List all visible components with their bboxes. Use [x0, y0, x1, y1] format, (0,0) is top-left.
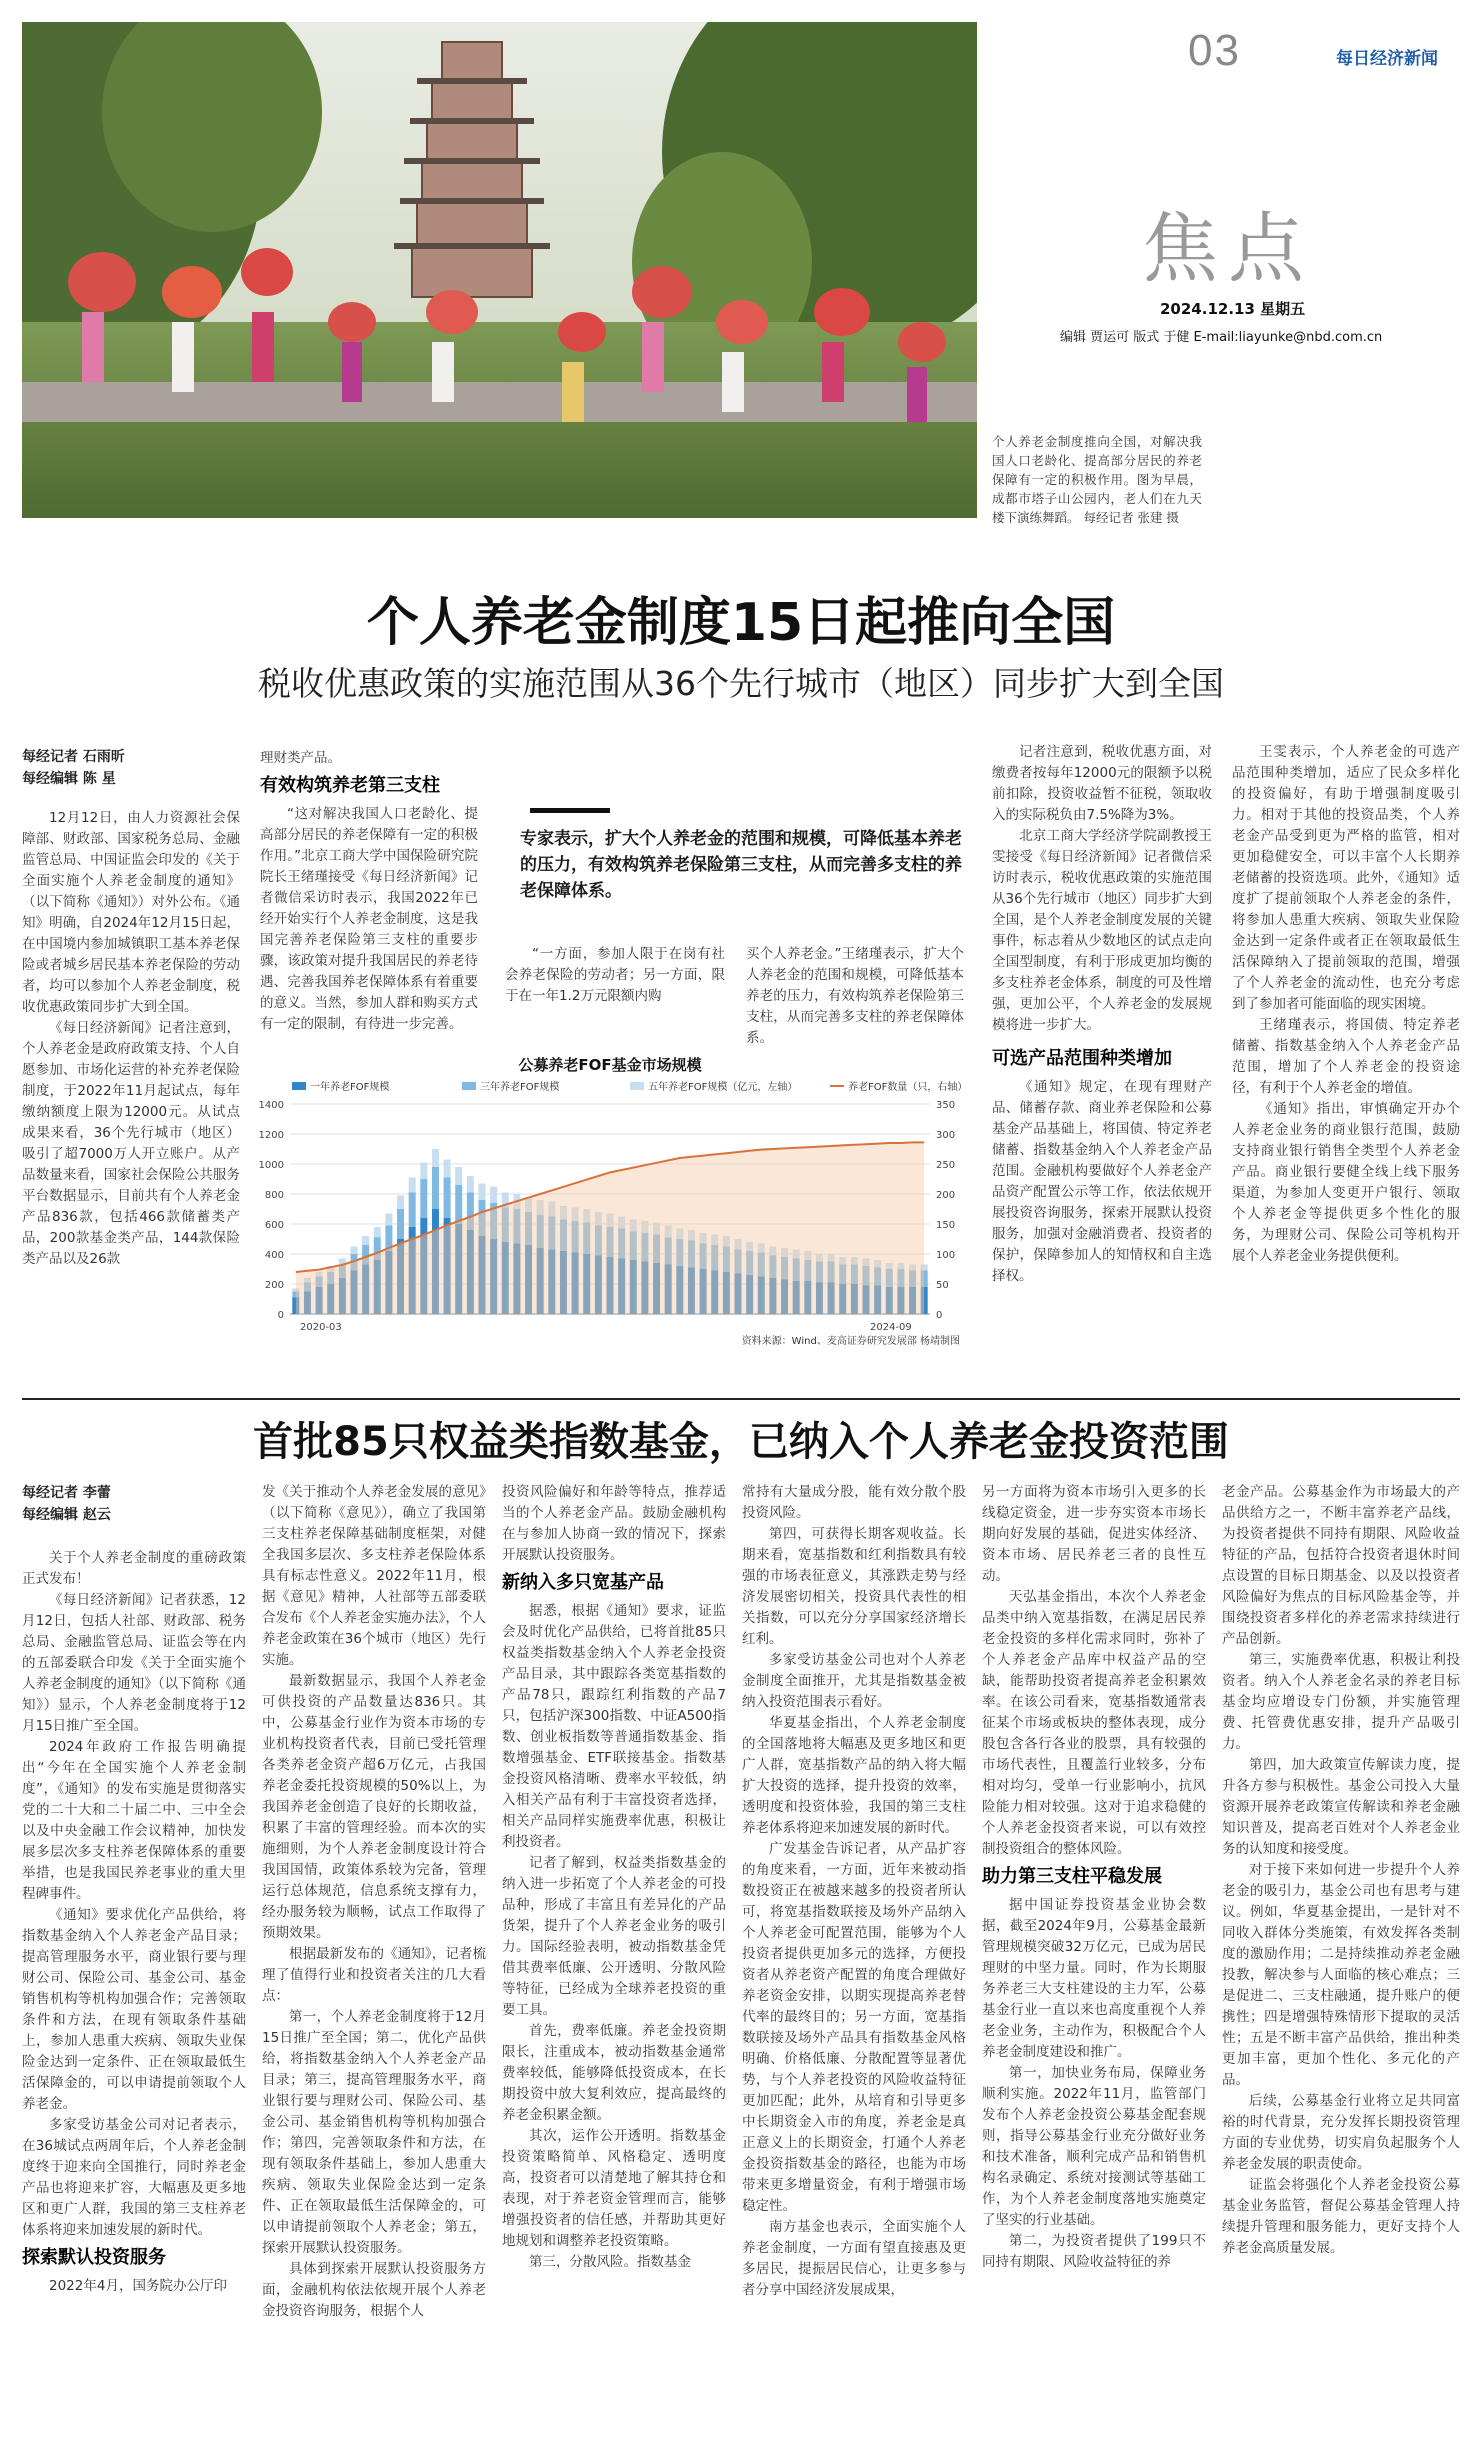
paragraph: 记者注意到，税收优惠方面，对缴费者按每年12000元的限额予以税前扣除，投资收益暂不征税，领取收入的实际税负由7.5%降为3%。: [992, 744, 1212, 823]
paragraph: 理财类产品。: [260, 750, 341, 766]
y-tick-left: 600: [264, 1220, 284, 1231]
y-tick-left: 400: [264, 1250, 284, 1261]
paragraph: 另一方面将为资本市场引入更多的长线稳定资金，进一步夯实资本市场长期向好发展的基础，促进实体经济、资本市场、居民养老三者的良性互动。: [982, 1484, 1206, 1584]
y-tick-right: 250: [936, 1160, 956, 1171]
y-tick-right: 200: [936, 1190, 956, 1201]
bar-segment: [490, 1187, 497, 1204]
bar-segment: [455, 1185, 462, 1224]
pagoda-dancers-image: [22, 22, 977, 518]
paragraph: 第一，个人养老金制度将于12月15日推广至全国；第二，优化产品供给，将指数基金纳入个人养老金产品目录；第三，提高管理服务水平，商业银行要与理财公司、保险公司、基金公司、基金销售机构等机构加强合作；第四，完善领取条件和方法，在现有领取条件基础上，参加人患重大疾病、领取失业保险金达到一定条件、正在领取最低生活保障金的，可以申请提前领取个人养老金；第五，探索开展默认投资服务。: [262, 2009, 486, 2256]
legend-label: 三年养老FOF规模: [480, 1082, 560, 1093]
editor-name: 每经编辑 赵云: [22, 1507, 111, 1523]
x-tick: 2024-09: [870, 1322, 912, 1333]
story1-byline: [22, 746, 125, 790]
story1-headline: 个人养老金制度15日起推向全国: [366, 593, 1116, 653]
editor-name: 每经编辑 陈 星: [22, 771, 116, 787]
bar-segment: [432, 1149, 439, 1167]
bar-segment: [444, 1178, 451, 1219]
paragraph: 王绪瑾表示，将国债、特定养老储蓄、指数基金纳入个人养老金产品范围，增加了个人养老金的投资途径，有利于个人养老金的增值。: [1232, 1017, 1460, 1096]
paragraph: 买个人养老金。”王绪瑾表示，扩大个人养老金的范围和规模，可降低基本养老的压力，有效构筑养老保险第三支柱，从而完善多支柱的养老保障体系。: [746, 946, 964, 1046]
paragraph: 2022年4月，国务院办公厅印: [49, 2278, 227, 2294]
quote-marker: [530, 808, 610, 813]
chart-title: 公募养老FOF基金市场规模: [518, 1056, 702, 1074]
y-tick-right: 0: [936, 1310, 943, 1321]
paragraph: 《通知》规定，在现有理财产品、储蓄存款、商业养老保险和公募基金产品基础上，将国债、特定养老储蓄、指数基金纳入个人养老金产品范围。金融机构要做好个人养老金产品资产配置公示等工作，依法依规开展投资咨询服务，探索开展默认投资服务，加强对金融消费者、投资者的保护，保障参加人的知情权和自主选择权。: [992, 1079, 1212, 1284]
paragraph: 首先，费率低廉。养老金投资期限长，注重成本，被动指数基金通常费率较低，能够降低投资成本，在长期投资中放大复利效应，提高最终的养老金积累金额。: [502, 2023, 726, 2123]
paragraph: 根据最新发布的《通知》，记者梳理了值得行业和投资者关注的几大看点：: [262, 1946, 486, 2004]
story1-column-3: [505, 944, 725, 1049]
paragraph: 发《关于推动个人养老金发展的意见》（以下简称《意见》），确立了我国第三支柱养老保障基础制度框架，对健全我国多层次、多支柱养老保险体系具有标志性意义。2022年11月，根据《意见》精神，人社部等五部委联合发布《个人养老金实施办法》，个人养老金政策在36个城市（地区）先行实施。: [262, 1484, 486, 1668]
bar-segment: [409, 1178, 416, 1193]
paragraph: 第三，实施费率优惠，积极让利投资者。纳入个人养老金名录的养老目标基金均应增设专门份额，并实施管理费、托管费优惠安排，提升产品吸引力。: [1222, 1652, 1460, 1752]
paragraph: 《通知》指出，审慎确定开办个人养老金业务的商业银行范围，鼓励支持商业银行销售全类型个人养老金产品。商业银行要健全线上线下服务渠道，为参加人变更开户银行、领取个人养老金等提供更多个性化的服务，为理财公司、保险公司等机构开展个人养老金业务提供便利。: [1232, 1101, 1460, 1264]
paragraph: 《通知》要求优化产品供给，将指数基金纳入个人养老金产品目录；提高管理服务水平，商业银行要与理财公司、保险公司、基金公司、基金销售机构等机构加强合作；完善领取条件和方法，在现有领取条件基础上，参加人患重大疾病、领取失业保险金达到一定条件、正在领取最低生活保障金的，可以申请提前领取个人养老金。: [22, 1907, 246, 2112]
story2-column-6: [1222, 1482, 1460, 2428]
paragraph: 据悉，根据《通知》要求，证监会及时优化产品供给，已将首批85只权益类指数基金纳入个人养老金投资产品目录，其中跟踪各类宽基指数的产品78只，跟踪红利指数的产品7只，包括沪深300指数、中证A500指数、创业板指数等普通指数基金、指数增强基金、ETF联接基金。指数基金投资风格清晰、费率水平较低，纳入相关产品有利于丰富投资者选择，相关产品同样实施费率优惠，积极让利投资者。: [502, 1603, 726, 1850]
paragraph: 证监会将强化个人养老金投资公募基金业务监管，督促公募基金管理人持续提升管理和服务能力，更好支持个人养老金高质量发展。: [1222, 2177, 1460, 2256]
story2-column-3: [502, 1482, 726, 2428]
legend-swatch: [630, 1082, 644, 1090]
paragraph: 常持有大量成分股，能有效分散个股投资风险。: [742, 1484, 966, 1521]
story1-subheadline: 税收优惠政策的实施范围从36个先行城市（地区）同步扩大到全国: [258, 664, 1224, 703]
hero-photo: [22, 22, 977, 518]
bar-segment: [397, 1209, 404, 1239]
subheading: 可选产品范围种类增加: [992, 1048, 1172, 1069]
subheading: 新纳入多只宽基产品: [502, 1572, 664, 1593]
paragraph: 对于接下来如何进一步提升个人养老金的吸引力，基金公司也有思考与建议。例如，华夏基金提出，一是针对不同收入群体分类施策，有效发挥各类制度的激励作用；二是持续推动养老金融投教，解决参与人面临的核心难点；三是促进二、三支柱融通，提升账户的便携性；四是增强特殊情形下提取的灵活性；五是不断丰富产品供给，推出种类更加丰富，更加个性化、多元化的产品。: [1222, 1862, 1460, 2088]
paragraph: 北京工商大学经济学院副教授王雯接受《每日经济新闻》记者微信采访时表示，税收优惠政策的实施范围从36个先行城市（地区）同步扩大到全国，是个人养老金制度发展的关键事件，标志着从少数地区的试点走向全国型制度，有利于形成更加均衡的多支柱养老金体系，制度的可及性增强，更加公平，个人养老金的发展规模将进一步扩大。: [992, 828, 1212, 1033]
paragraph: 记者了解到，权益类指数基金的纳入进一步拓宽了个人养老金的可投品种，形成了丰富且有差异化的产品货架，提升了个人养老金业务的吸引力。国际经验表明，被动指数基金凭借其费率低廉、公开透明、分散风险等特征，已经成为全球养老投资的重要工具。: [502, 1855, 726, 2018]
photo-caption: 个人养老金制度推向全国，对解决我国人口老龄化、提高部分居民的养老保障有一定的积极作用。图为早晨，成都市塔子山公园内，老人们在九天楼下演练舞蹈。 每经记者 张建 摄: [992, 434, 1202, 525]
paragraph: 具体到探索开展默认投资服务方面，金融机构依法依规开展个人养老金投资咨询服务，根据个人: [262, 2261, 486, 2319]
y-tick-right: 300: [936, 1130, 956, 1141]
story1-column-2: [260, 748, 478, 1048]
subheading: 助力第三支柱平稳发展: [982, 1866, 1162, 1887]
section-title: 焦点: [1142, 204, 1314, 293]
y-tick-right: 100: [936, 1250, 956, 1261]
paragraph: 第四，加大政策宣传解读力度，提升各方参与积极性。基金公司投入大量资源开展养老政策宣传解读和养老金融知识普及，提高老百姓对个人养老金业务的认知度和接受度。: [1222, 1757, 1460, 1857]
reporter-name: 每经记者 石雨昕: [22, 749, 125, 765]
story2-headline: 首批85只权益类指数基金，已纳入个人养老金投资范围: [253, 1419, 1229, 1465]
paragraph: 12月12日，由人力资源社会保障部、财政部、国家税务总局、金融监管总局、中国证监会印发的《关于全面实施个人养老金制度的通知》（以下简称《通知》）对外公布。《通知》明确，自2024年12月15日起，在中国境内参加城镇职工基本养老保险或者城乡居民基本养老保险的劳动者，均可以参加个人养老金制度，税收优惠政策同步扩大到全国。: [22, 810, 240, 1015]
y-tick-left: 1000: [258, 1160, 284, 1171]
issue-date: 2024.12.13 星期五: [1160, 300, 1306, 318]
bar-segment: [374, 1227, 381, 1238]
paragraph: 《每日经济新闻》记者获悉，12月12日，包括人社部、财政部、税务总局、金融监管总局、证监会等在内的五部委联合印发《关于全面实施个人养老金制度的通知》（以下简称《通知》）显示，个人养老金制度将于12月15日推广至全国。: [22, 1592, 246, 1734]
story2-column-4: [742, 1482, 966, 2428]
paragraph: 第一，加快业务布局，保障业务顺利实施。2022年11月，监管部门发布个人养老金投资公募基金配套规则，指导公募基金行业充分做好业务和技术准备，顺利完成产品和销售机构名录确定、系统对接测试等基础工作，为个人养老金制度落地实施奠定了坚实的行业基础。: [982, 2065, 1206, 2228]
chart-source: 资料来源：Wind、麦高证券研究发展部 杨靖制图: [741, 1336, 960, 1347]
paragraph: 最新数据显示，我国个人养老金可供投资的产品数量达836只。其中，公募基金行业作为资本市场的专业机构投资者代表，目前已受托管理各类养老金资产超6万亿元，占我国养老金委托投资规模的50%以上，为我国养老金创造了良好的长期收益，积累了丰富的管理经验。而本次的实施细则，为个人养老金制度设计符合我国国情，政策体系较为完备，管理运行总体规范，信息系统支撑有力，经办服务较为顺畅，试点工作取得了预期效果。: [262, 1673, 486, 1941]
paragraph: 关于个人养老金制度的重磅政策正式发布！: [22, 1550, 246, 1587]
reporter-name: 每经记者 李蕾: [22, 1485, 111, 1501]
fof-chart: [240, 1052, 980, 1347]
y-tick-right: 150: [936, 1220, 956, 1231]
paragraph: 其次，运作公开透明。指数基金投资策略简单、风格稳定、透明度高，投资者可以清楚地了解其持仓和表现，对于养老资金管理而言，能够增强投资者的信任感，并帮助其更好地规划和调整养老投资策略。: [502, 2128, 726, 2249]
y-tick-left: 1200: [258, 1130, 284, 1141]
story2-column-1: [22, 1548, 246, 2428]
paragraph: 《每日经济新闻》记者注意到，个人养老金是政府政策支持、个人自愿参加、市场化运营的补充养老保险制度，于2022年11月起试点，每年缴纳额度上限为12000元。从试点成果来看，36个先行城市（地区）吸引了超7000万人开立账户。从产品数量来看，国家社会保险公共服务平台数据显示，目前共有个人养老金产品836款，包括466款储蓄类产品，200款基金类产品，144款保险类产品以及26款: [22, 1020, 240, 1267]
story1-column-4: [746, 944, 964, 1049]
pull-quote: 专家表示，扩大个人养老金的范围和规模，可降低基本养老的压力，有效构筑养老保险第三支柱，从而完善多支柱的养老保障体系。: [520, 829, 962, 901]
paragraph: 第三，分散风险。指数基金: [529, 2254, 691, 2270]
bar-segment: [455, 1167, 462, 1185]
fof-chart-svg: [240, 1052, 980, 1347]
bar-segment: [479, 1184, 486, 1201]
paragraph: 多家受访基金公司对记者表示，在36城试点两周年后，个人养老金制度终于迎来向全国推行，同时养老金产品也将迎来扩容，大幅惠及更多地区和更广人群，我国的第三支柱养老体系将迎来加速发展的新时代。: [22, 2117, 246, 2238]
paragraph: 华夏基金指出，个人养老金制度的全国落地将大幅惠及更多地区和更广人群，宽基指数产品的纳入将大幅扩大投资的选择，提升投资的效率，透明度和投资体验，我国的第三支柱养老体系将迎来加速发展的新时代。: [742, 1715, 966, 1836]
story2-column-2: [262, 1482, 486, 2428]
legend-swatch: [292, 1082, 306, 1090]
y-tick-left: 200: [264, 1280, 284, 1291]
paragraph: 南方基金也表示，全面实施个人养老金制度，一方面有望直接惠及更多居民，提振居民信心，让更多参与者分享中国经济发展成果，: [742, 2219, 966, 2298]
paragraph: 投资风险偏好和年龄等特点，推荐适当的个人养老金产品。鼓励金融机构在与参加人协商一致的情况下，探索开展默认投资服务。: [502, 1484, 726, 1563]
bar-segment: [432, 1167, 439, 1209]
paragraph: 后续，公募基金行业将立足共同富裕的时代背景，充分发挥长期投资管理方面的专业优势，切实肩负起服务个人养老金发展的职责使命。: [1222, 2093, 1460, 2172]
x-tick: 2020-03: [300, 1322, 342, 1333]
editor-credits: 编辑 贾运可 版式 于健 E-mail:liayunke@nbd.com.cn: [1060, 330, 1383, 345]
section-divider: [22, 1398, 1460, 1400]
paragraph: 多家受访基金公司也对个人养老金制度全面推开，尤其是指数基金被纳入投资范围表示看好。: [742, 1652, 966, 1710]
legend-label: 一年养老FOF规模: [310, 1082, 390, 1093]
y-tick-left: 800: [264, 1190, 284, 1201]
story1-column-1: [22, 808, 240, 1383]
bar-segment: [467, 1176, 474, 1193]
paper-name: 每日经济新闻: [1336, 49, 1438, 69]
paragraph: 老金产品。公募基金作为市场最大的产品供给方之一，不断丰富养老产品线，为投资者提供不同持有期限、风险收益特征的产品，包括符合投资者退休时间点设置的目标日期基金、以及以投资者风险偏好为焦点的目标风险基金等，并围绕投资者多样化的养老需求持续进行产品创新。: [1222, 1484, 1460, 1647]
y-tick-right: 50: [936, 1280, 949, 1291]
bar-segment: [409, 1193, 416, 1228]
paragraph: 2024年政府工作报告明确提出“今年在全国实施个人养老金制度”，《通知》的发布实施是贯彻落实党的二十大和二十届二中、三中全会以及中央金融工作会议精神，加快发展多层次多支柱养老保障体系的重要举措，也是我国民养老事业的重大里程碑事件。: [22, 1739, 246, 1902]
paragraph: 广发基金告诉记者，从产品扩容的角度来看，一方面，近年来被动指数投资正在被越来越多的投资者所认可，将宽基指数联接及场外产品纳入个人养老金可配置范围，能够为个人投资者提供更加多元的选择，方便投资者从养老资产配置的角度合理做好养老资金安排，以期实现提高养老替代率的最终目的；另一方面，宽基指数联接及场外产品具有指数基金风格明确、价格低廉、分散配置等显著优势，与个人养老投资的风险收益特征更加匹配；此外，从培育和引导更多中长期资金入市的角度，养老金是真正意义上的长期资金，打通个人养老金投资指数基金的路径，也能为市场带来更多增量资金，有利于增强市场稳定性。: [742, 1841, 966, 2214]
paragraph: 天弘基金指出，本次个人养老金品类中纳入宽基指数，在满足居民养老金投资的多样化需求同时，弥补了个人养老金产品库中权益产品的空缺，能帮助投资者提高养老金积累效率。在该公司看来，宽基指数通常表征某个市场或板块的整体表现，成分股包含各行各业的股票，具有较强的市场代表性，且覆盖行业较多，分布相对均匀，受单一行业影响小，抗风险能力相对较强。这对于追求稳健的个人养老金投资者来说，可以有效控制投资组合的整体风险。: [982, 1589, 1206, 1857]
story2-column-5: [982, 1482, 1206, 2428]
paragraph: 第二，为投资者提供了199只不同持有期限、风险收益特征的养: [982, 2233, 1206, 2270]
story1-column-6: [1232, 742, 1460, 1382]
legend-label: 养老FOF数量（只，右轴）: [848, 1082, 968, 1093]
legend-swatch: [462, 1082, 476, 1090]
bar-segment: [351, 1247, 358, 1255]
bar-segment: [362, 1236, 369, 1245]
subheading: 探索默认投资服务: [22, 2247, 166, 2268]
y-tick-left: 0: [277, 1310, 284, 1321]
paragraph: “一方面，参加人限于在岗有社会养老保险的劳动者；另一方面，限于在一年1.2万元限额内购: [505, 946, 725, 1004]
page-number: 03: [1188, 26, 1241, 75]
bar-segment: [385, 1214, 392, 1226]
legend-label: 五年养老FOF规模（亿元，左轴）: [648, 1082, 798, 1093]
bar-segment: [420, 1179, 427, 1218]
y-tick-left: 1400: [258, 1100, 284, 1111]
bar-segment: [397, 1196, 404, 1210]
y-tick-right: 350: [936, 1100, 956, 1111]
subheading: 有效构筑养老第三支柱: [260, 775, 440, 796]
bar-segment: [420, 1163, 427, 1180]
paragraph: 第四，可获得长期客观收益。长期来看，宽基指数和红利指数具有较强的市场表征意义，其涨跌走势与经济发展密切相关，投资具代表性的相关指数，可以充分分享国家经济增长红利。: [742, 1526, 966, 1647]
bar-segment: [444, 1160, 451, 1178]
story1-column-5: [992, 742, 1212, 1382]
story2-byline: [22, 1482, 111, 1526]
paragraph: 据中国证券投资基金业协会数据，截至2024年9月，公募基金最新管理规模突破32万亿元，已成为居民理财的中坚力量。同时，作为长期服务养老三大支柱建设的主力军，公募基金行业一直以来也高度重视个人养老金业务，主动作为，积极配合个人养老金制度建设和推广。: [982, 1897, 1206, 2060]
paragraph: “这对解决我国人口老龄化、提高部分居民的养老保障有一定的积极作用。”北京工商大学中国保险研究院院长王绪瑾接受《每日经济新闻》记者微信采访时表示，我国2022年已经开始实行个人养老金制度，这是我国完善养老保险第三支柱的重要步骤，该政策对提升我国居民的养老待遇、完善我国养老保障体系有着重要的意义。当然，参加人群和购买方式有一定的限制，有待进一步完善。: [260, 806, 478, 1032]
paragraph: 王雯表示，个人养老金的可选产品范围种类增加，适应了民众多样化的投资偏好，有助于增强制度吸引力。相对于其他的投资品类，个人养老金产品受到更为严格的监管，相对更加稳健安全，可以丰富个人长期养老储蓄的投资选项。此外，《通知》适度扩了提前领取个人养老金的条件，将参加人患重大疾病、领取失业保险金达到一定条件或者正在领取最低生活保障纳入了提前领取的范围，增强了个人养老金的流动性，也充分考虑到了参加者可能面临的现实困境。: [1232, 744, 1460, 1012]
